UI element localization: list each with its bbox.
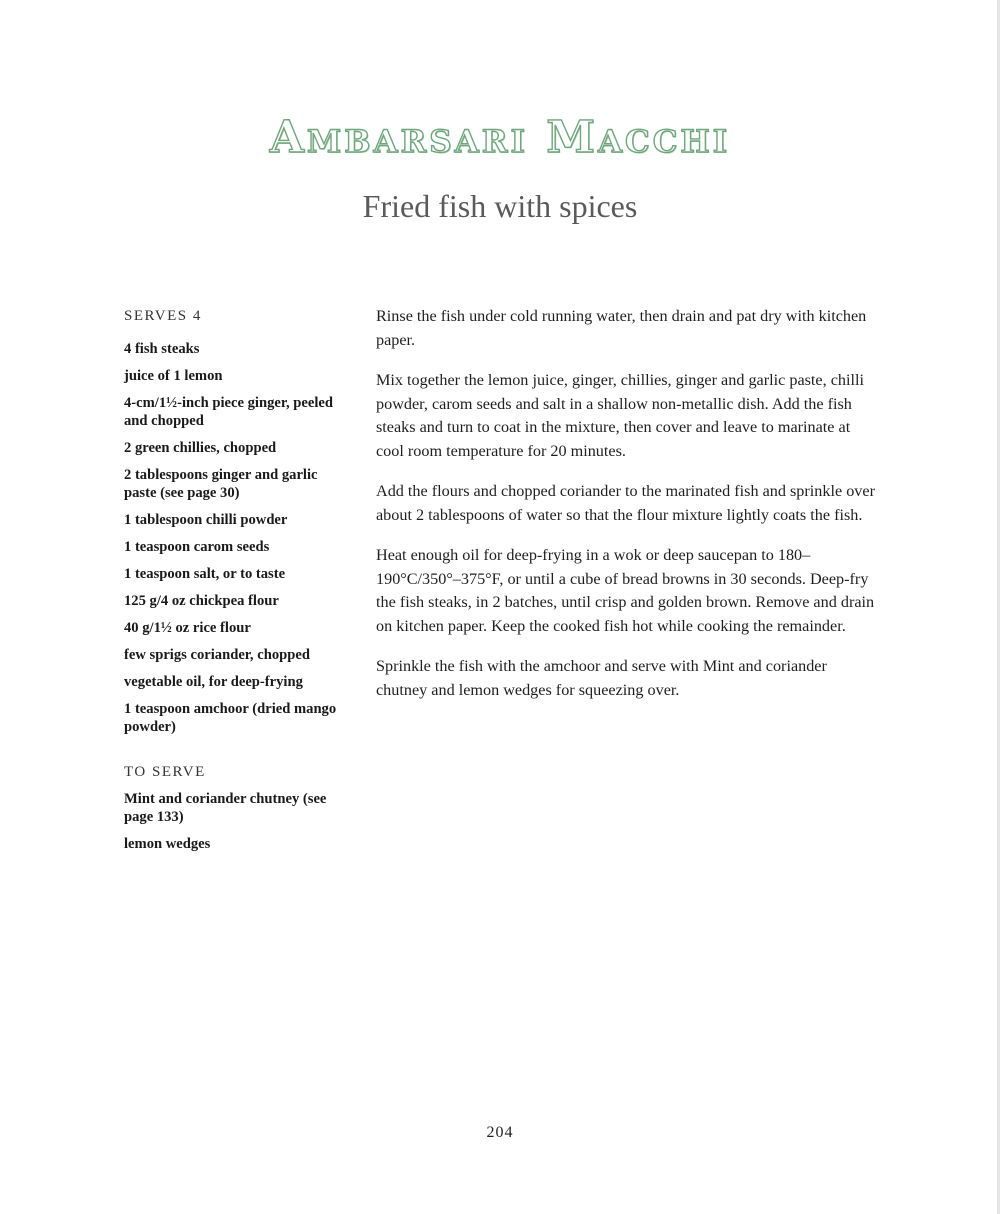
ingredient-item: 1 tablespoon chilli powder: [124, 512, 288, 528]
serve-item: lemon wedges: [124, 836, 211, 852]
ingredient-item: vegetable oil, for deep-frying: [124, 674, 303, 690]
recipe-subtitle: Fried fish with spices: [362, 188, 638, 224]
ingredient-item: 4 fish steaks: [124, 341, 200, 357]
ingredient-item: 1 teaspoon carom seeds: [124, 539, 270, 555]
page-number: 204: [486, 1124, 514, 1141]
method-step: Add the flours and chopped coriander to the marinated fish and sprinkle over about 2 tablespoons of water so that the flour mixture lightly coats the fish.: [376, 482, 875, 524]
ingredient-item: 1 teaspoon amchoor (dried mango powder): [124, 701, 337, 735]
method-step: Heat enough oil for deep-frying in a wok or deep saucepan to 180–190°C/350°–375°F, or until a cube of bread browns in 30 seconds. Deep-fry the fish steaks, in 2 batches, until crisp and golden brown. Remove and drain on kitchen paper. Keep the cooked fish hot while cooking the remainder.: [376, 546, 875, 635]
method-step: Rinse the fish under cold running water, then drain and pat dry with kitchen paper.: [376, 307, 867, 349]
method-step: Mix together the lemon juice, ginger, chillies, ginger and garlic paste, chilli powder, carom seeds and salt in a shallow non-metallic dish. Add the fish steaks and turn to coat in the mixture, then cover and leave to marinate at cool room temperature for 20 minutes.: [376, 371, 864, 460]
to-serve-label: TO SERVE: [124, 764, 206, 780]
ingredient-item: 1 teaspoon salt, or to taste: [124, 566, 286, 582]
ingredient-item: 125 g/4 oz chickpea flour: [124, 593, 279, 609]
ingredient-item: 2 green chillies, chopped: [124, 440, 277, 456]
serve-item: Mint and coriander chutney (see page 133): [124, 791, 327, 825]
ingredient-item: 4-cm/1½-inch piece ginger, peeled and chopped: [124, 395, 334, 429]
method-column: [376, 305, 880, 719]
ingredient-item: 40 g/1½ oz rice flour: [124, 620, 251, 636]
ingredient-item: juice of 1 lemon: [124, 368, 223, 384]
ingredients-column: [124, 306, 349, 862]
serves-label: SERVES 4: [124, 308, 202, 324]
ingredient-item: 2 tablespoons ginger and garlic paste (see page 30): [124, 467, 318, 501]
recipe-title: Ambarsari Macchi: [269, 112, 731, 163]
method-step: Sprinkle the fish with the amchoor and serve with Mint and coriander chutney and lemon wedges for squeezing over.: [376, 657, 827, 699]
ingredient-item: few sprigs coriander, chopped: [124, 647, 310, 663]
